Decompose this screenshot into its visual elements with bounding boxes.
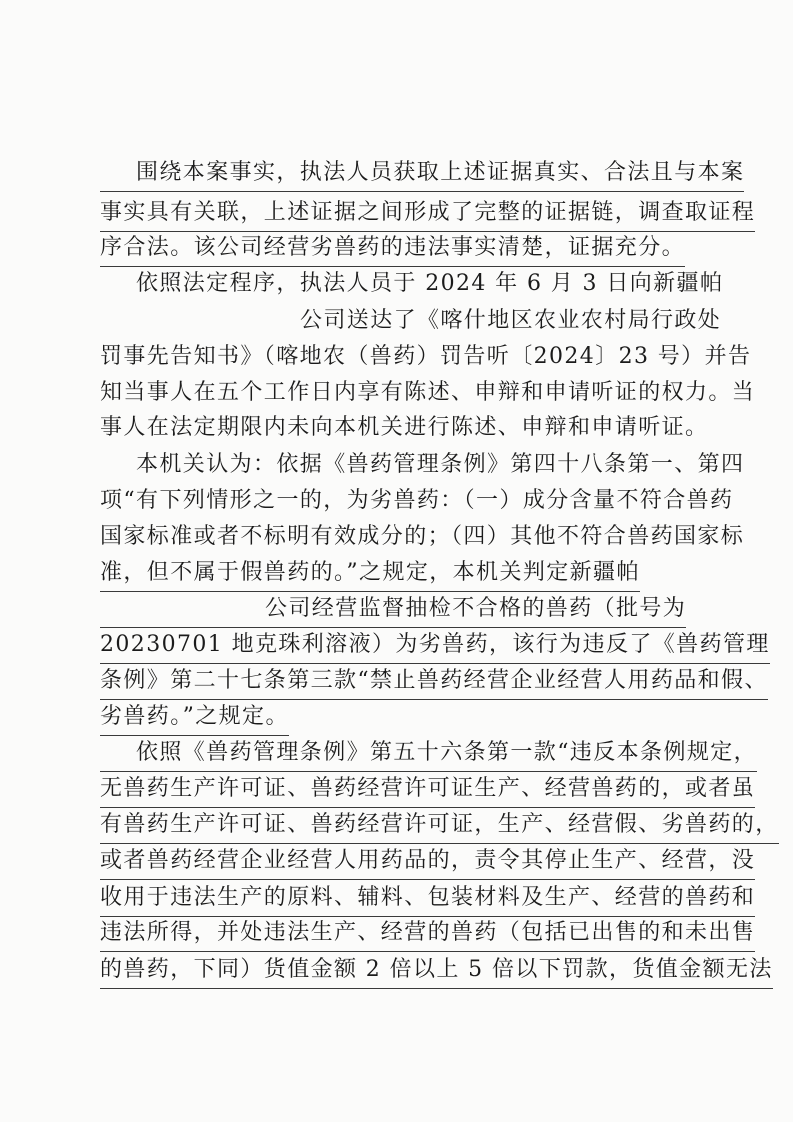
text-line: 公司经营监督抽检不合格的兽药（批号为 [100,591,686,628]
text-line: 序合法。该公司经营劣兽药的违法事实清楚，证据充分。 [100,230,685,267]
text-line: 收用于违法生产的原料、辅料、包装材料及生产、经营的兽药和 [100,880,755,917]
text-line: 或者兽药经营企业经营人用药品的，责令其停止生产、经营，没 [100,843,755,880]
text-line: 依照《兽药管理条例》第五十六条第一款“违反本条例规定， [100,735,757,772]
text-line: 罚事先告知书》（喀地农（兽药）罚告听〔2024〕23 号）并告 [100,344,752,369]
text-line: 的兽药，下同）货值金额 2 倍以上 5 倍以下罚款，货值金额无法 [100,952,773,989]
text-line: 事人在法定期限内未向本机关进行陈述、申辩和申请听证。 [100,415,709,440]
text-line: 依照法定程序，执法人员于 2024 年 6 月 3 日向新疆帕 [136,271,724,296]
text-line: 知当事人在五个工作日内享有陈述、申辩和申请听证的权力。当 [100,380,756,405]
text-line: 本机关认为：依据《兽药管理条例》第四十八条第一、第四 [136,452,745,477]
text-line: 围绕本案事实，执法人员获取上述证据真实、合法且与本案 [100,155,744,192]
text-line: 事实具有关联，上述证据之间形成了完整的证据链，调查取证程 [100,195,755,232]
text-line: 20230701 地克珠利溶液）为劣兽药，该行为违反了《兽药管理 [100,627,770,664]
text-line: 公司送达了《喀什地区农业农村局行政处 [300,308,722,333]
text-line: 有兽药生产许可证、兽药经营许可证，生产、经营假、劣兽药的， [100,807,779,844]
text-line: 准，但不属于假兽药的。”之规定，本机关判定新疆帕 [100,555,640,592]
text-line: 条例》第二十七条第三款“禁止兽药经营企业经营人用药品和假、 [100,663,768,700]
text-line: 无兽药生产许可证、兽药经营许可证生产、经营兽药的，或者虽 [100,771,755,808]
text-line: 劣兽药。”之规定。 [100,699,289,736]
text-line: 国家标准或者不标明有效成分的；（四）其他不符合兽药国家标 [100,524,745,549]
text-line: 项“有下列情形之一的，为劣兽药：（一）成分含量不符合兽药 [100,488,734,513]
text-line: 违法所得，并处违法生产、经营的兽药（包括已出售的和未出售 [100,915,755,952]
